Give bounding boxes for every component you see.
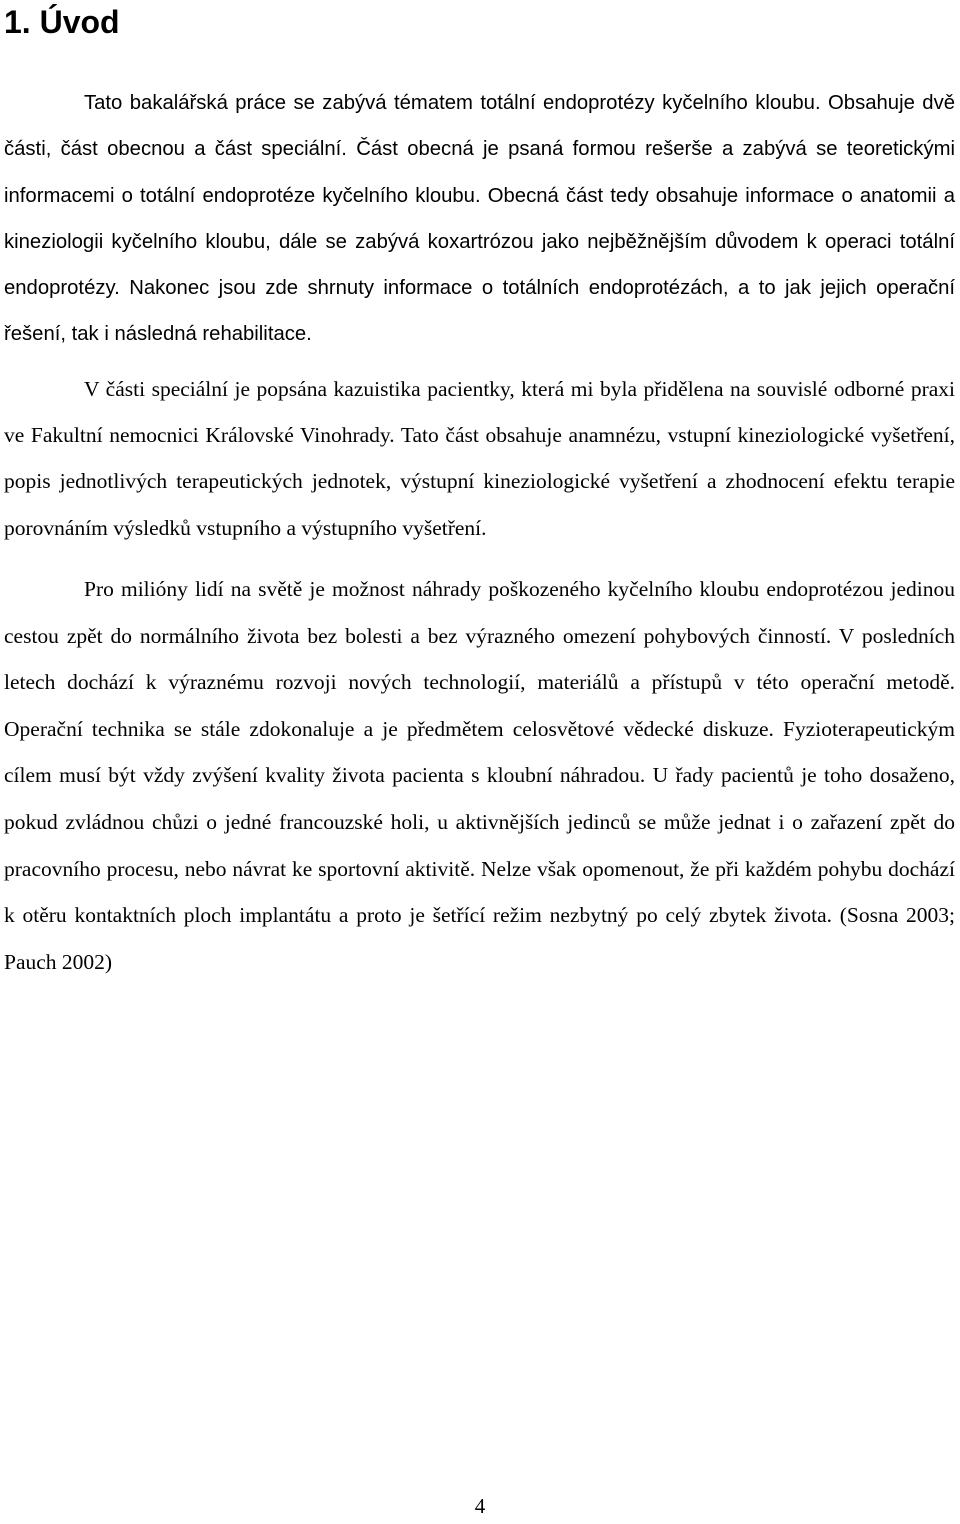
page-number: 4	[474, 1494, 486, 1518]
paragraph-intro: Tato bakalářská práce se zabývá tématem totální endoprotézy kyčelního kloubu. Obsahuje dvě části, část obecnou a část speciální. Část obecná je psaná formou rešerše a zabývá se teoretickými informacemi o totální endoprotéze kyčelního kloubu. Obecná část tedy obsahuje informace o anatomii a kineziologii kyčelního kloubu, dále se zabývá koxartrózou jako nejběžnějším důvodem k operaci totální endoprotézy. Nakonec jsou zde shrnuty informace o totálních endoprotézách, a to jak jejich operační řešení, tak i následná rehabilitace.	[4, 92, 955, 346]
paragraph-context: Pro milióny lidí na světě je možnost náhrady poškozeného kyčelního kloubu endoprotézou jedinou cestou zpět do normálního života bez bolesti a bez výrazného omezení pohybových činností. V posledních letech dochází k výraznému rozvoji nových technologií, materiálů a přístupů v této operační metodě. Operační technika se stále zdokonaluje a je předmětem celosvětové vědecké diskuze. Fyzioterapeutickým cílem musí být vždy zvýšení kvality života pacienta s kloubní náhradou. U řady pacientů je toho dosaženo, pokud zvládnou chůzi o jedné francouzské holi, u aktivnějších jedinců se může jednat i o zařazení zpět do pracovního procesu, nebo návrat ke sportovní aktivitě. Nelze však opomenout, že při každém pohybu dochází k otěru kontaktních ploch implantátu a proto je šetřící režim nezbytný po celý zbytek života. (Sosna 2003; Pauch 2002)	[4, 576, 955, 974]
section-heading: 1. Úvod	[4, 4, 120, 40]
body-text	[4, 80, 955, 985]
paragraph-special-part: V části speciální je popsána kazuistika pacientky, která mi byla přidělena na souvislé odborné praxi ve Fakultní nemocnici Královské Vinohrady. Tato část obsahuje anamnézu, vstupní kineziologické vyšetření, popis jednotlivých terapeutických jednotek, výstupní kineziologické vyšetření a zhodnocení efektu terapie porovnáním výsledků vstupního a výstupního vyšetření.	[4, 376, 955, 540]
